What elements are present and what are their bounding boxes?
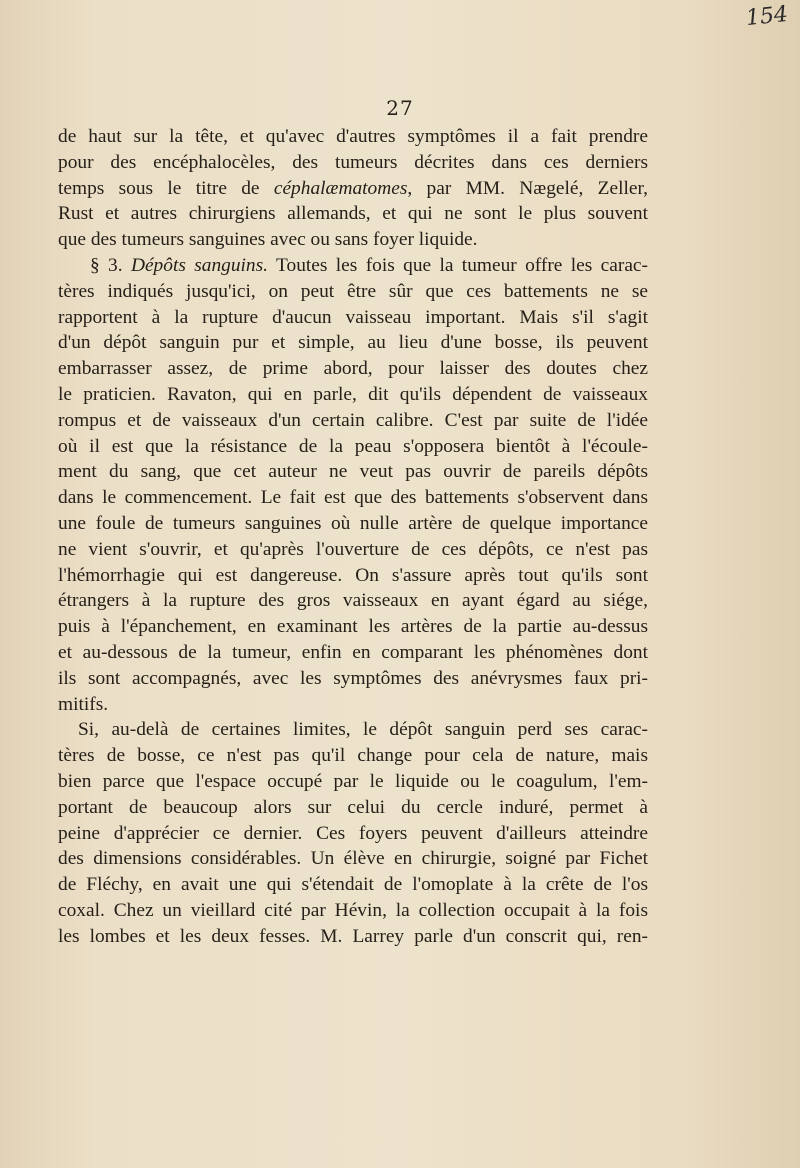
text-line: de haut sur la tête, et qu'avec d'autres symptômes il a fait prendre xyxy=(58,126,648,147)
italic-phrase: céphalæmatomes xyxy=(273,177,408,199)
text-line: ils sont accompagnés, avec les symptômes des anévrysmes faux pri- xyxy=(58,667,648,689)
text-line: bien parce que l'espace occupé par le liquide ou le coagulum, l'em- xyxy=(58,770,648,792)
italic-phrase: Dépôts sanguins. xyxy=(130,254,269,276)
text-line: ment du sang, que cet auteur ne veut pas ouvrir de pareils dépôts xyxy=(58,461,648,483)
text-line: coxal. Chez un vieillard cité par Hévin, la collection occupait à la fois xyxy=(58,899,648,921)
text-line: peine d'apprécier ce dernier. Ces foyers peuvent d'ailleurs atteindre xyxy=(58,822,648,844)
text-line: de Fléchy, en avait une qui s'étendait de l'omoplate à la crête de l'os xyxy=(58,874,648,896)
handwritten-page-note: 154 xyxy=(744,1,790,32)
text-line: § 3. Dépôts sanguins. Toutes les fois que la tumeur offre les carac- xyxy=(90,254,648,276)
text-line: d'un dépôt sanguin pur et simple, au lieu d'une bosse, ils peuvent xyxy=(58,332,648,354)
text-line: l'hémorrhagie qui est dangereuse. On s'assure après tout qu'ils sont xyxy=(58,564,648,586)
text-line: temps sous le titre de céphalæmatomes, par MM. Nægelé, Zeller, xyxy=(58,177,648,199)
text-line: tères de bosse, ce n'est pas qu'il change pour cela de nature, mais xyxy=(58,745,648,767)
text-line: où il est que la résistance de la peau s'opposera bientôt à l'écoule- xyxy=(58,435,648,457)
text-line: portant de beaucoup alors sur celui du cercle induré, permet à xyxy=(58,796,648,818)
text-line: Rust et autres chirurgiens allemands, et qui ne sont le plus souvent xyxy=(58,203,648,225)
text-line: pour des encéphalocèles, des tumeurs décrites dans ces derniers xyxy=(58,151,648,173)
text-line: Si, au-delà de certaines limites, le dépôt sanguin perd ses carac- xyxy=(78,719,648,741)
text-line: une foule de tumeurs sanguines où nulle artère de quelque importance xyxy=(58,512,648,534)
body-text xyxy=(58,124,648,950)
page-number: 27 xyxy=(386,96,414,120)
text-line: tères indiqués jusqu'ici, on peut être sûr que ces battements ne se xyxy=(58,280,648,302)
text-line: rapportent à la rupture d'aucun vaisseau important. Mais s'il s'agit xyxy=(58,306,648,328)
text-line: dans le commencement. Le fait est que des battements s'observent dans xyxy=(58,487,648,509)
text-line: ne vient s'ouvrir, et qu'après l'ouverture de ces dépôts, ce n'est pas xyxy=(58,538,648,560)
text-line: le praticien. Ravaton, qui en parle, dit qu'ils dépendent de vaisseaux xyxy=(58,383,648,405)
text-line: et au-dessous de la tumeur, enfin en comparant les phénomènes dont xyxy=(58,641,648,663)
text-line: des dimensions considérables. Un élève en chirurgie, soigné par Fichet xyxy=(58,848,648,870)
text-line: étrangers à la rupture des gros vaisseaux en ayant égard au siége, xyxy=(58,590,648,612)
text-line: les lombes et les deux fesses. M. Larrey parle d'un conscrit qui, ren- xyxy=(58,925,648,947)
text-line: mitifs. xyxy=(58,693,109,715)
text-line: puis à l'épanchement, en examinant les artères de la partie au-dessus xyxy=(58,616,648,638)
text-line: que des tumeurs sanguines avec ou sans foyer liquide. xyxy=(58,229,478,251)
text-line: rompus et de vaisseaux d'un certain calibre. C'est par suite de l'idée xyxy=(58,409,648,431)
text-line: embarrasser assez, de prime abord, pour laisser des doutes chez xyxy=(58,358,648,380)
